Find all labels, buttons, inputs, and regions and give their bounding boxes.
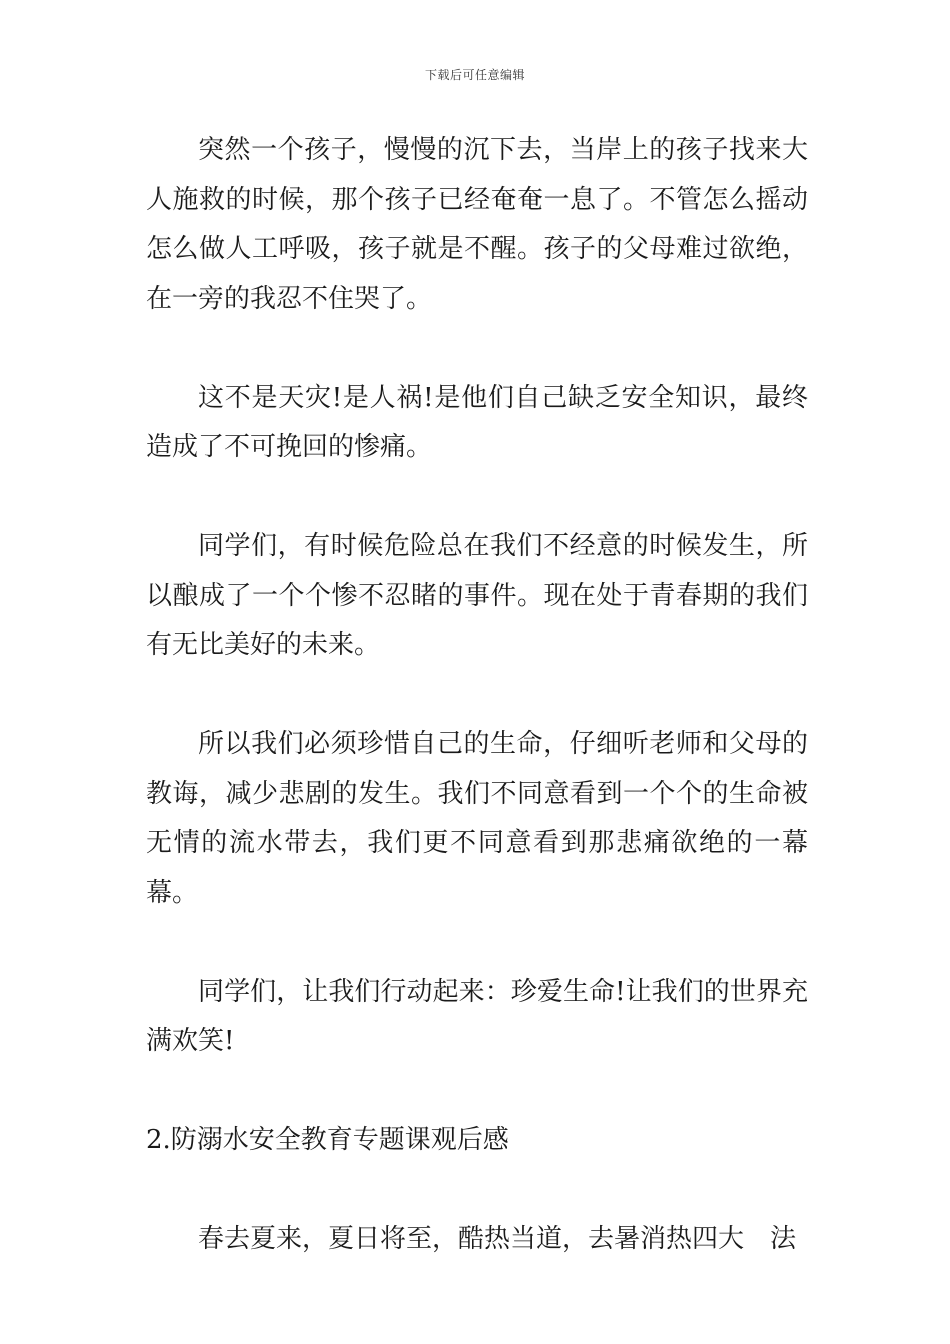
paragraph-spacer [146, 918, 808, 968]
paragraph-3: 同学们，有时候危险总在我们不经意的时候发生，所以酿成了一个个惨不忍睹的事件。现在处于青春期的我们有无比美好的未来。 [146, 531, 808, 660]
page-header-note: 下载后可任意编辑 [424, 68, 525, 82]
paragraph-spacer [146, 324, 808, 374]
document-body [146, 126, 808, 1265]
paragraph-spacer [146, 473, 808, 523]
paragraph-spacer [146, 1067, 808, 1117]
paragraph-2: 这不是天灾!是人祸!是他们自己缺乏安全知识，最终造成了不可挽回的惨痛。 [146, 382, 808, 462]
section-heading: 2.防溺水安全教育专题课观后感 [146, 1125, 509, 1155]
paragraph-spacer [146, 1166, 808, 1216]
paragraph-4: 所以我们必须珍惜自己的生命，仔细听老师和父母的教诲，减少悲剧的发生。我们不同意看到一个个的生命被无情的流水带去，我们更不同意看到那悲痛欲绝的一幕幕。 [146, 729, 808, 908]
paragraph-6: 春去夏来，夏日将至，酷热当道，去暑消热四大 法 [198, 1224, 797, 1254]
paragraph-5: 同学们，让我们行动起来：珍爱生命!让我们的世界充满欢笑! [146, 976, 808, 1056]
paragraph-1: 突然一个孩子，慢慢的沉下去，当岸上的孩子找来大人施救的时候，那个孩子已经奄奄一息了。不管怎么摇动怎么做人工呼吸，孩子就是不醒。孩子的父母难过欲绝，在一旁的我忍不住哭了。 [146, 135, 808, 314]
paragraph-spacer [146, 671, 808, 721]
